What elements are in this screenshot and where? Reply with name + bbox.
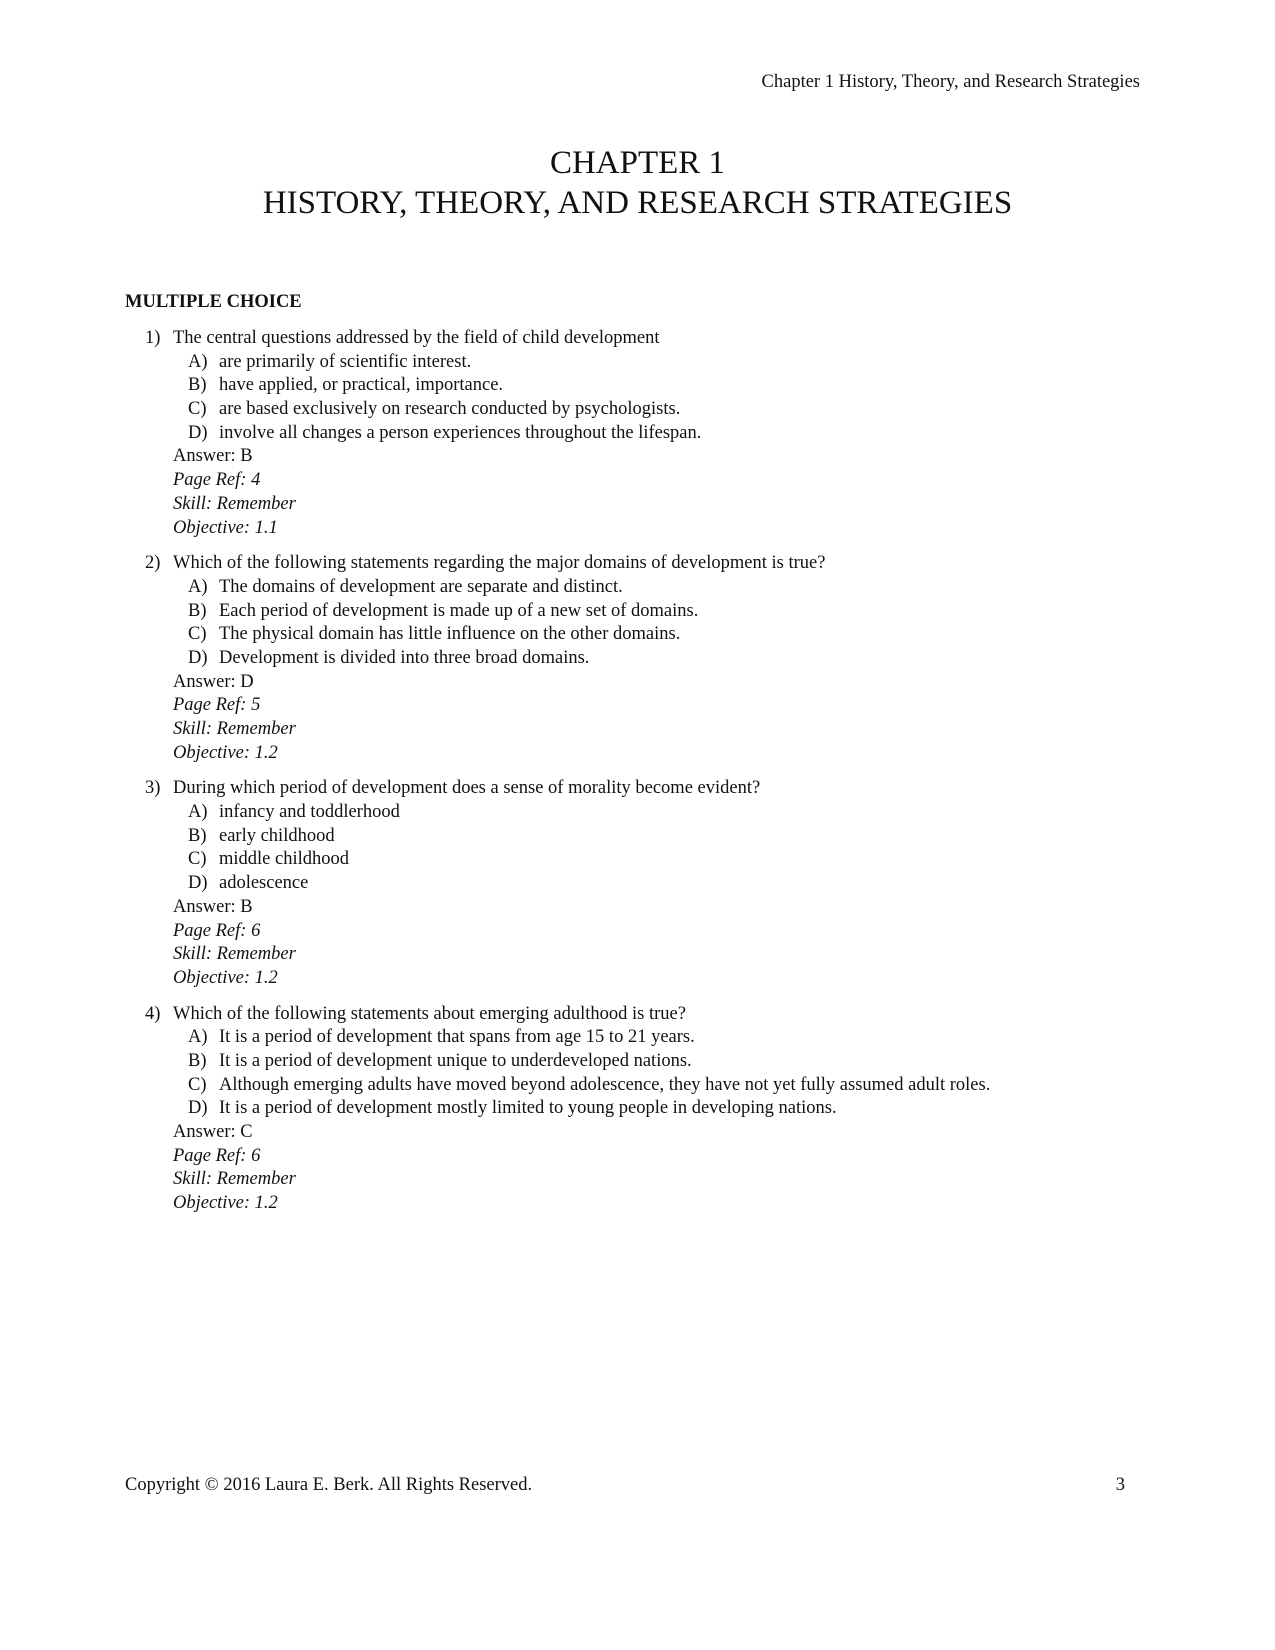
question-item xyxy=(0,327,1275,540)
option-letter: A) xyxy=(188,1027,208,1048)
option-letter: C) xyxy=(188,849,207,870)
option-text: are primarily of scientific interest. xyxy=(219,351,472,372)
question-text: Which of the following statements about emerging adulthood is true? xyxy=(173,1003,686,1024)
answer-option xyxy=(0,1074,1275,1098)
objective: Objective: 1.2 xyxy=(173,1193,278,1214)
text-line xyxy=(0,967,1275,991)
option-text: The physical domain has little influence on the other domains. xyxy=(219,624,681,645)
answer-option xyxy=(0,1097,1275,1121)
text-line xyxy=(0,671,1275,695)
question-item xyxy=(0,1003,1275,1216)
question-number: 2) xyxy=(145,553,161,574)
page-ref: Page Ref: 5 xyxy=(173,695,261,716)
option-letter: B) xyxy=(188,1050,207,1071)
option-letter: B) xyxy=(188,375,207,396)
option-letter: D) xyxy=(188,422,208,443)
option-letter: A) xyxy=(188,802,208,823)
page-number: 3 xyxy=(1115,1475,1125,1495)
text-line xyxy=(0,1192,1275,1216)
text-line xyxy=(0,694,1275,718)
answer-option xyxy=(0,825,1275,849)
chapter-number: CHAPTER 1 xyxy=(549,145,726,181)
skill: Skill: Remember xyxy=(173,1169,296,1190)
option-letter: A) xyxy=(188,576,208,597)
text-line xyxy=(0,896,1275,920)
answer-option xyxy=(0,623,1275,647)
answer-option xyxy=(0,398,1275,422)
page-ref: Page Ref: 4 xyxy=(173,470,261,491)
copyright: Copyright © 2016 Laura E. Berk. All Rights Reserved. xyxy=(125,1475,533,1495)
objective: Objective: 1.2 xyxy=(173,967,278,988)
page-ref: Page Ref: 6 xyxy=(173,920,261,941)
option-letter: A) xyxy=(188,351,208,372)
answer-option xyxy=(0,848,1275,872)
text-line xyxy=(0,777,1275,801)
answer-option xyxy=(0,374,1275,398)
text-line xyxy=(0,1168,1275,1192)
option-letter: C) xyxy=(188,624,207,645)
text-line xyxy=(0,445,1275,469)
text-line xyxy=(0,1145,1275,1169)
question-item xyxy=(0,552,1275,765)
option-text: middle childhood xyxy=(219,849,349,870)
answer-option xyxy=(0,872,1275,896)
running-head: Chapter 1 History, Theory, and Research Strategies xyxy=(761,72,1140,92)
option-text: infancy and toddlerhood xyxy=(219,802,400,823)
question-item xyxy=(0,777,1275,990)
text-line xyxy=(0,327,1275,351)
answer-option xyxy=(0,351,1275,375)
option-text: early childhood xyxy=(219,825,335,846)
option-letter: C) xyxy=(188,1074,207,1095)
option-text: It is a period of development mostly limited to young people in developing nations. xyxy=(219,1098,837,1119)
section-heading: MULTIPLE CHOICE xyxy=(125,292,302,312)
text-line xyxy=(0,517,1275,541)
question-text: During which period of development does a sense of morality become evident? xyxy=(173,778,761,799)
option-letter: D) xyxy=(188,1098,208,1119)
objective: Objective: 1.1 xyxy=(173,517,278,538)
question-text: Which of the following statements regarding the major domains of development is true? xyxy=(173,553,826,574)
text-line xyxy=(0,552,1275,576)
question-number: 3) xyxy=(145,778,161,799)
answer: Answer: B xyxy=(173,896,253,917)
option-text: have applied, or practical, importance. xyxy=(219,375,504,396)
text-line xyxy=(0,493,1275,517)
page-ref: Page Ref: 6 xyxy=(173,1145,261,1166)
text-line xyxy=(0,718,1275,742)
answer-option xyxy=(0,1026,1275,1050)
answer: Answer: B xyxy=(173,446,253,467)
option-text: It is a period of development unique to underdeveloped nations. xyxy=(219,1050,692,1071)
question-number: 1) xyxy=(145,328,161,348)
text-line xyxy=(0,920,1275,944)
option-text: adolescence xyxy=(219,873,309,894)
option-text: The domains of development are separate and distinct. xyxy=(219,576,623,597)
answer: Answer: C xyxy=(173,1122,253,1142)
answer-option xyxy=(0,1050,1275,1074)
text-line xyxy=(0,1003,1275,1027)
option-letter: B) xyxy=(188,600,207,621)
option-text: It is a period of development that spans from age 15 to 21 years. xyxy=(219,1027,695,1048)
option-text: Each period of development is made up of a new set of domains. xyxy=(219,600,699,621)
answer-option xyxy=(0,600,1275,624)
answer-option xyxy=(0,576,1275,600)
chapter-name: HISTORY, THEORY, AND RESEARCH STRATEGIES xyxy=(262,185,1013,221)
answer-option xyxy=(0,801,1275,825)
option-letter: D) xyxy=(188,873,208,894)
skill: Skill: Remember xyxy=(173,944,296,965)
text-line xyxy=(0,469,1275,493)
option-text: are based exclusively on research conducted by psychologists. xyxy=(219,399,681,420)
question-text: The central questions addressed by the field of child development xyxy=(173,328,660,348)
chapter-title xyxy=(0,143,1275,223)
option-text: Although emerging adults have moved beyond adolescence, they have not yet fully assumed adult roles. xyxy=(219,1074,991,1095)
option-text: Development is divided into three broad domains. xyxy=(219,647,590,668)
answer-option xyxy=(0,422,1275,446)
answer: Answer: D xyxy=(173,671,254,692)
question-list xyxy=(0,327,1275,1228)
option-letter: D) xyxy=(188,647,208,668)
answer-option xyxy=(0,647,1275,671)
option-letter: C) xyxy=(188,399,207,420)
text-line xyxy=(0,1121,1275,1145)
option-letter: B) xyxy=(188,825,207,846)
option-text: involve all changes a person experiences throughout the lifespan. xyxy=(219,422,702,443)
question-number: 4) xyxy=(145,1003,161,1024)
skill: Skill: Remember xyxy=(173,493,296,514)
skill: Skill: Remember xyxy=(173,719,296,739)
text-line xyxy=(0,742,1275,766)
objective: Objective: 1.2 xyxy=(173,742,278,763)
text-line xyxy=(0,943,1275,967)
